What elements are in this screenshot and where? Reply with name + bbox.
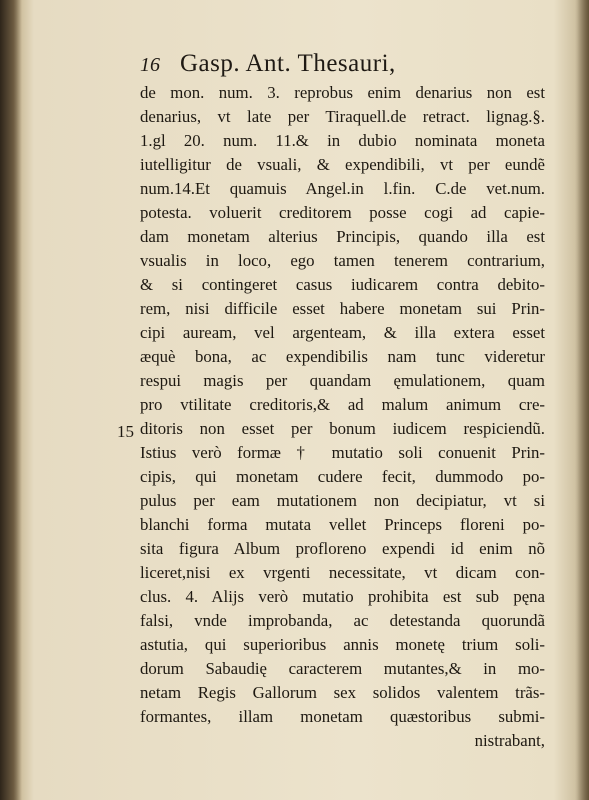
catchword-line: nistrabant,: [474, 731, 545, 750]
text-line: num.14.Et quamuis Angel.in l.fin. C.de vet.num.: [140, 179, 545, 198]
text-line: netam Regis Gallorum sex solidos valentem trãs-: [140, 683, 545, 702]
text-line: clus. 4. Alijs verò mutatio prohibita est sub pęna: [140, 587, 545, 606]
text-line: falsi, vnde improbanda, ac detestanda quorundã: [140, 611, 545, 630]
text-line: cipis, qui monetam cudere fecit, dummodo po-: [140, 467, 545, 486]
text-line: astutia, qui superioribus annis monetę trium soli-: [140, 635, 545, 654]
text-line: respui magis per quandam ęmulationem, quam: [140, 371, 545, 390]
running-title: Gasp. Ant. Thesauri,: [180, 50, 396, 77]
text-line: & si contingeret casus iudicarem contra debito-: [140, 275, 545, 294]
text-line: denarius, vt late per Tiraquell.de retract. lignag.§.: [140, 107, 545, 126]
text-line: sita figura Album profloreno expendi id enim nõ: [140, 539, 545, 558]
text-line: vsualis in loco, ego tamen tenerem contrarium,: [140, 251, 545, 270]
text-line: Istius verò formæ † mutatio soli conuenit Prin-: [140, 443, 545, 462]
text-line: liceret,nisi ex vrgenti necessitate, vt dicam con-: [140, 563, 545, 582]
text-line: blanchi forma mutata vellet Princeps floreni po-: [140, 515, 545, 534]
text-line: pulus per eam mutationem non decipiatur, vt si: [140, 491, 545, 510]
text-line: æquè bona, ac expendibilis nam tunc videretur: [140, 347, 545, 366]
text-line: dorum Sabaudię caracterem mutantes,& in mo-: [140, 659, 545, 678]
text-line: iutelligitur de vsuali, & expendibili, vt per eundẽ: [140, 155, 545, 174]
page-number: 16: [140, 54, 160, 76]
text-line: rem, nisi difficile esset habere monetam sui Prin-: [140, 299, 545, 318]
text-line: pro vtilitate creditoris,& ad malum animum cre-: [140, 395, 545, 414]
text-line: potesta. voluerit creditorem posse cogi ad capie-: [140, 203, 545, 222]
text-line: 1.gl 20. num. 11.& in dubio nominata moneta: [140, 131, 545, 150]
binding-gutter: [0, 0, 22, 800]
text-line: dam monetam alterius Principis, quando illa est: [140, 227, 545, 246]
text-line: de mon. num. 3. reprobus enim denarius non est: [140, 83, 545, 102]
text-line: formantes, illam monetam quæstoribus submi-: [140, 707, 545, 726]
text-line: ditoris non esset per bonum iudicem respiciendũ.: [140, 419, 545, 438]
margin-number: 15: [117, 422, 134, 441]
page-edge: [575, 0, 589, 800]
text-line: cipi auream, vel argenteam, & illa extera esset: [140, 323, 545, 342]
